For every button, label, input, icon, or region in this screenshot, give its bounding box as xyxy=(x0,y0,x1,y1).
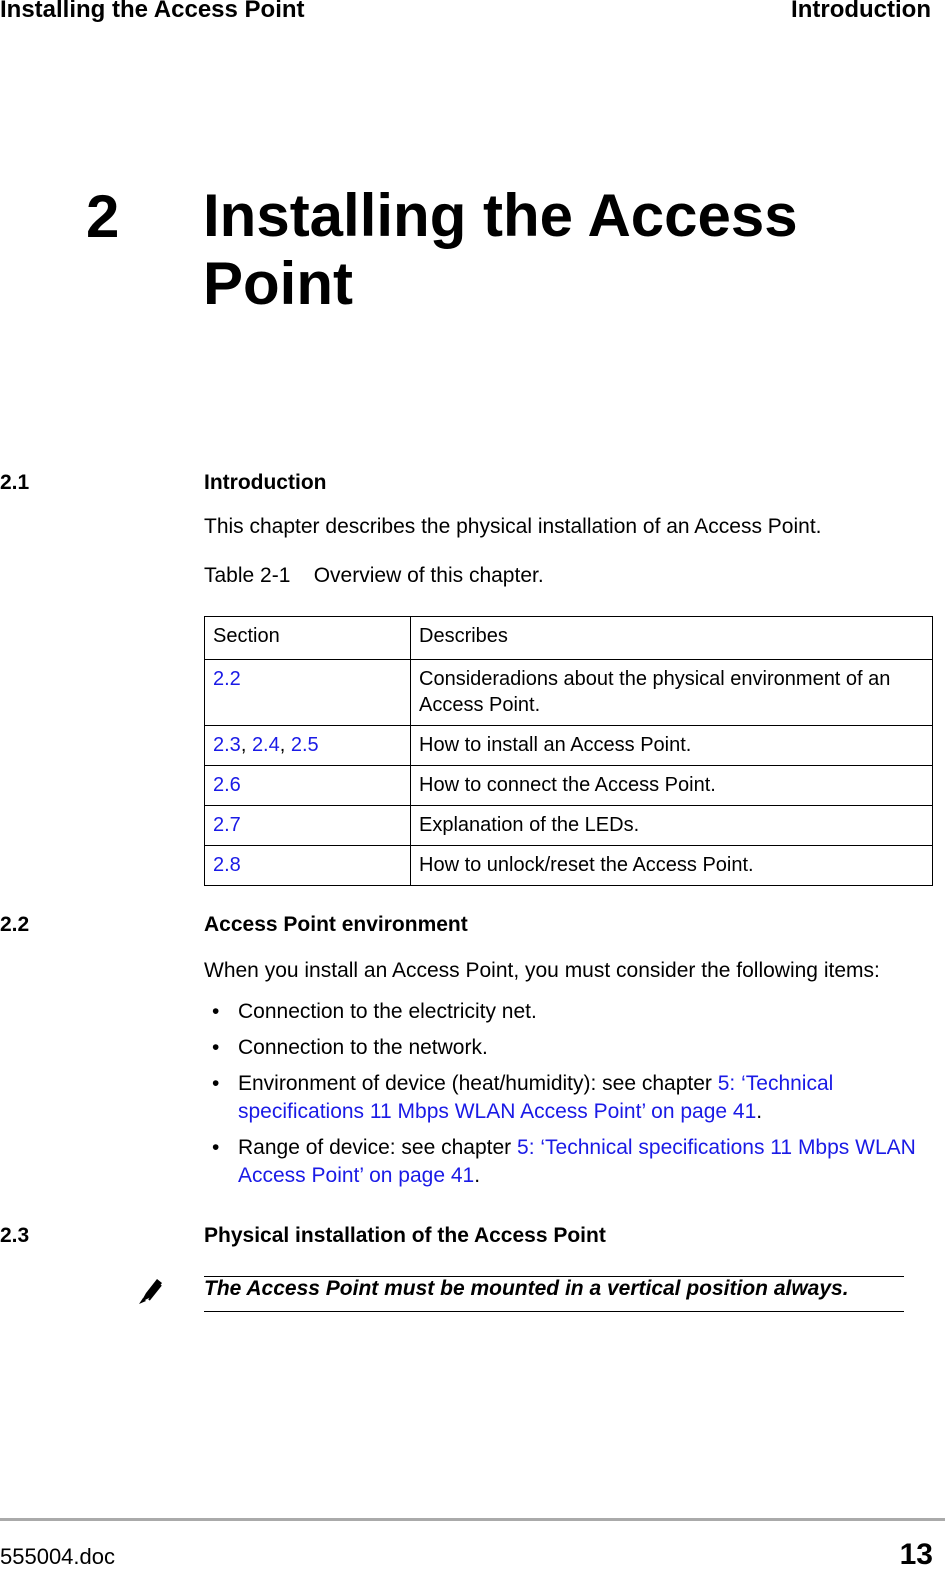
section-number-2-1: 2.1 xyxy=(0,471,30,494)
table-cell-describes: How to connect the Access Point. xyxy=(411,766,933,806)
note-text: The Access Point must be mounted in a vertical position always. xyxy=(204,1277,849,1300)
table-cell-describes: How to install an Access Point. xyxy=(411,726,933,766)
list-item xyxy=(204,1034,924,1062)
chapter-title-line2: Point xyxy=(203,250,353,317)
link-separator: , xyxy=(279,734,291,756)
table-row xyxy=(205,766,933,806)
section-link-2-4[interactable]: 2.4 xyxy=(251,734,280,756)
table-row xyxy=(205,806,933,846)
pencil-note-icon xyxy=(137,1276,165,1306)
section-link-2-2[interactable]: 2.2 xyxy=(213,668,241,690)
section-title-physical-installation: Physical installation of the Access Point xyxy=(204,1224,606,1247)
section-number-2-3: 2.3 xyxy=(0,1224,30,1247)
table-row xyxy=(205,846,933,886)
intro-paragraph: This chapter describes the physical installation of an Access Point. xyxy=(204,515,822,538)
table-cell-section xyxy=(205,660,411,726)
footer-rule xyxy=(0,1518,945,1521)
link-separator: , xyxy=(240,734,252,756)
table-caption: Table 2-1 Overview of this chapter. xyxy=(204,564,544,587)
chapter-title xyxy=(203,182,903,318)
section-link-2-6[interactable]: 2.6 xyxy=(213,774,241,796)
section-link-2-7[interactable]: 2.7 xyxy=(213,814,241,836)
table-row xyxy=(205,726,933,766)
table-header-row xyxy=(205,617,933,660)
list-item-text: Environment of device (heat/humidity): see chapter xyxy=(238,1072,718,1095)
running-header-left: Installing the Access Point xyxy=(0,0,305,23)
section-title-environment: Access Point environment xyxy=(204,913,468,936)
section-link-2-3[interactable]: 2.3 xyxy=(213,734,241,756)
chapter-5-link[interactable]: 5: ‘Technical specifications 11 Mbps WLAN Access Point’ on page 41 xyxy=(238,1072,834,1123)
table-cell-describes: How to unlock/reset the Access Point. xyxy=(411,846,933,886)
table-cell-section xyxy=(205,806,411,846)
footer-doc-name: 555004.doc xyxy=(0,1544,115,1569)
chapter-title-line1: Installing the Access xyxy=(203,182,798,249)
bullet: • xyxy=(212,1036,220,1059)
table-row xyxy=(205,660,933,726)
list-item-end: . xyxy=(474,1164,481,1187)
table-cell-section xyxy=(205,766,411,806)
list-item xyxy=(204,998,924,1026)
list-item-text: Connection to the electricity net. xyxy=(238,1000,537,1023)
table-cell-section xyxy=(205,846,411,886)
section-title-introduction: Introduction xyxy=(204,471,327,494)
section-link-2-5[interactable]: 2.5 xyxy=(290,734,319,756)
table-header-describes: Describes xyxy=(411,617,933,660)
table-header-section: Section xyxy=(205,617,411,660)
chapter-5-link[interactable]: 5: ‘Technical specifications 11 Mbps WLAN Access Point’ on page 41 xyxy=(238,1136,916,1187)
list-item-text: Connection to the network. xyxy=(238,1036,488,1059)
table-cell-describes: Consideradions about the physical environment of an Access Point. xyxy=(411,660,933,726)
consideration-list xyxy=(204,998,924,1198)
bullet: • xyxy=(212,1072,220,1095)
list-item xyxy=(204,1070,924,1126)
page-number: 13 xyxy=(899,1538,933,1571)
list-item-end: . xyxy=(756,1100,763,1123)
bullet: • xyxy=(212,1136,220,1159)
section-number-2-2: 2.2 xyxy=(0,913,30,936)
chapter-number: 2 xyxy=(86,183,120,250)
note-bottom-rule xyxy=(204,1311,904,1312)
list-item xyxy=(204,1134,924,1190)
table-cell-describes: Explanation of the LEDs. xyxy=(411,806,933,846)
environment-paragraph: When you install an Access Point, you must consider the following items: xyxy=(204,959,880,982)
bullet: • xyxy=(212,1000,220,1023)
list-item-text: Range of device: see chapter xyxy=(238,1136,518,1159)
overview-table xyxy=(204,616,933,886)
running-header-right: Introduction xyxy=(791,0,931,23)
section-link-2-8[interactable]: 2.8 xyxy=(213,854,241,876)
table-cell-section xyxy=(205,726,411,766)
